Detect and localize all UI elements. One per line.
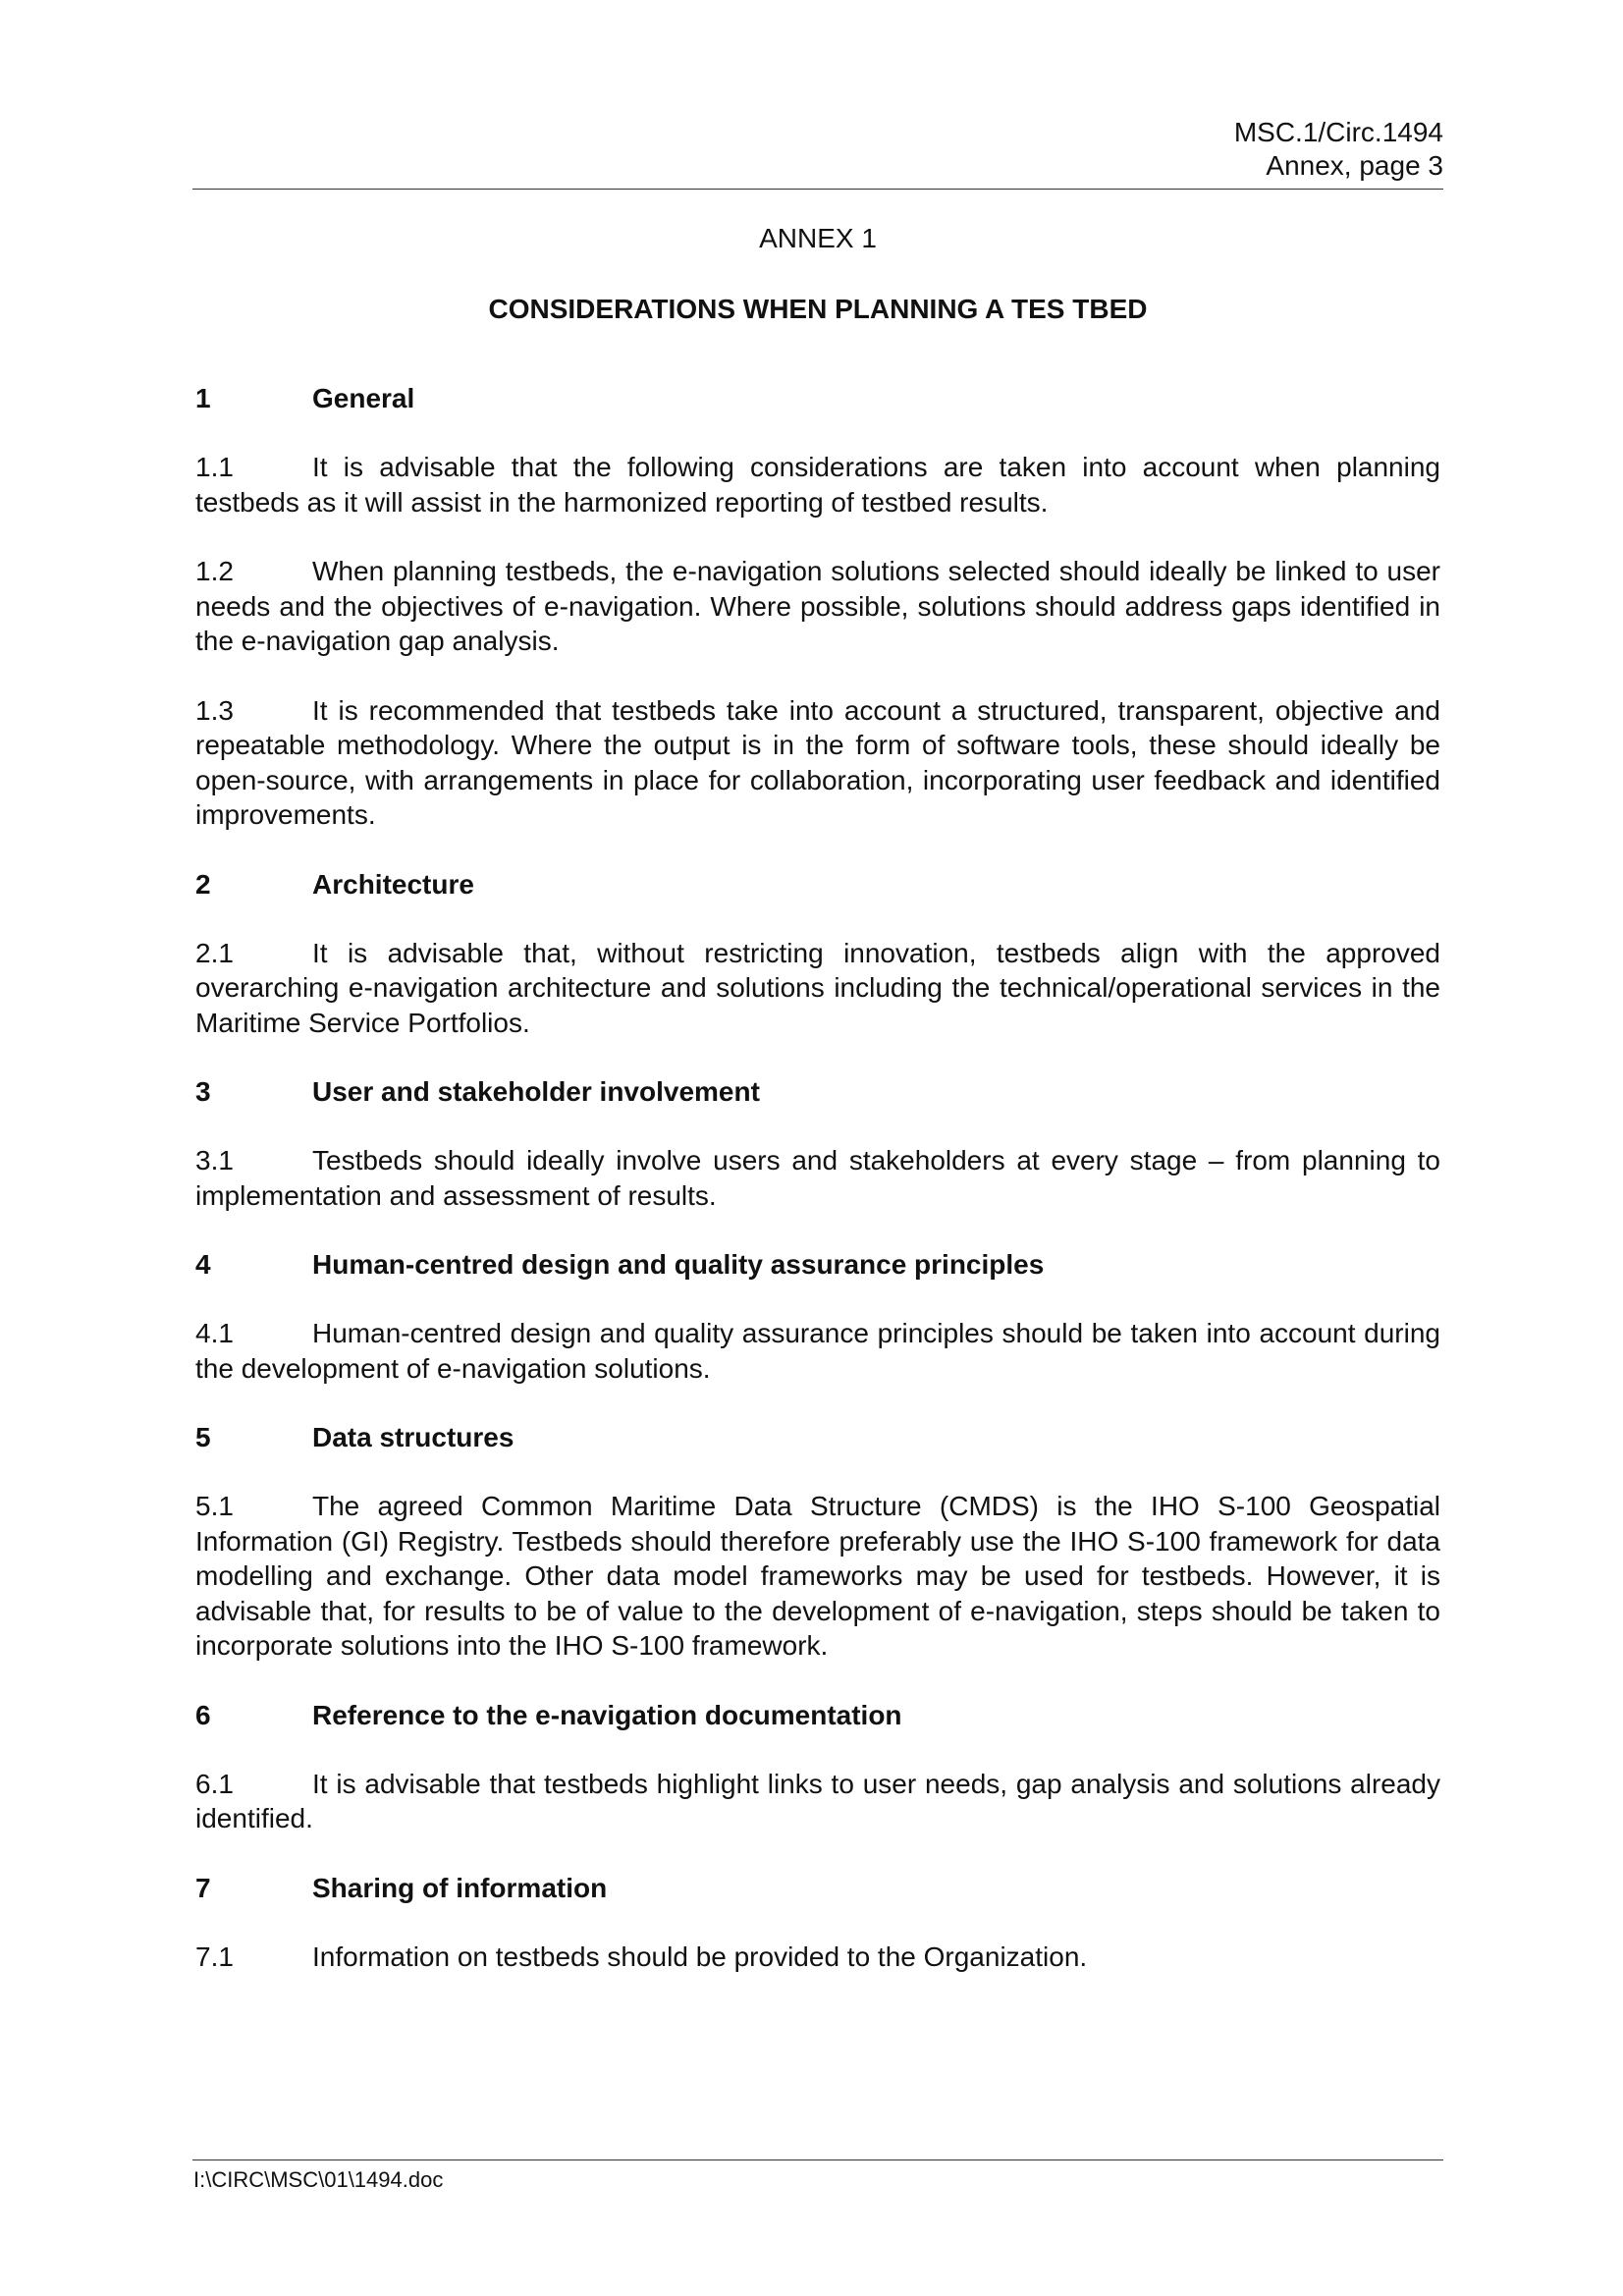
section-human-centred-design	[195, 1247, 1440, 1386]
section-title: Sharing of information	[312, 1872, 608, 1903]
paragraph	[195, 1489, 1440, 1664]
file-path: I:\CIRC\MSC\01\1494.doc	[193, 2167, 444, 2192]
paragraph-number: 7.1	[195, 1941, 234, 1972]
section-data-structures	[195, 1420, 1440, 1664]
paragraph-text: Information on testbeds should be provided to the Organization.	[312, 1941, 1088, 1972]
section-title: Architecture	[312, 868, 474, 900]
section-number: 2	[195, 868, 211, 900]
paragraph-number: 1.3	[195, 694, 234, 726]
paragraph-number: 2.1	[195, 937, 234, 968]
paragraph-number: 1.2	[195, 556, 234, 586]
section-heading	[195, 1247, 1440, 1282]
paragraph-number: 5.1	[195, 1491, 234, 1521]
section-heading	[195, 867, 1440, 902]
section-heading	[195, 1871, 1440, 1905]
paragraph-number: 1.1	[195, 452, 234, 482]
section-general	[195, 381, 1440, 833]
section-architecture	[195, 867, 1440, 1041]
section-documentation-reference	[195, 1698, 1440, 1836]
section-title: User and stakeholder involvement	[312, 1076, 760, 1107]
section-heading	[195, 1420, 1440, 1454]
section-title: Reference to the e-navigation documentation	[312, 1699, 902, 1730]
paragraph	[195, 554, 1440, 659]
section-title: Human-centred design and quality assurance principles	[312, 1249, 1045, 1280]
page-reference: Annex, page 3	[1266, 150, 1443, 181]
section-sharing-information	[195, 1871, 1440, 1975]
section-title: Data structures	[312, 1422, 514, 1452]
section-number: 3	[195, 1076, 211, 1107]
section-title: General	[312, 383, 415, 413]
paragraph-text: It is recommended that testbeds take into account a structured, transparent, objective and repeatable methodology. Where the output is in the form of software tools, these should ideally be open-source, with arrangements in place for collaboration, incorporating user feedback and identified improvements.	[195, 694, 1440, 830]
paragraph-text: It is advisable that the following considerations are taken into account when planning testbeds as it will assist in the harmonized reporting of testbed results.	[195, 452, 1440, 518]
paragraph-number: 4.1	[195, 1318, 234, 1348]
section-user-involvement	[195, 1074, 1440, 1213]
paragraph-text: The agreed Common Maritime Data Structure (CMDS) is the IHO S-100 Geospatial Information (GI) Registry. Testbeds should therefore preferably use the IHO S-100 framework for data modelling and exchange. Other data model frameworks may be used for testbeds. However, it is advisable that, for results to be of value to the development of e-navigation, steps should be taken to incorporate solutions into the IHO S-100 framework.	[195, 1491, 1440, 1661]
section-number: 4	[195, 1249, 211, 1280]
paragraph	[195, 1143, 1440, 1213]
paragraph	[195, 693, 1440, 833]
paragraph-text: Testbeds should ideally involve users and stakeholders at every stage – from planning to implementation and assessment of results.	[195, 1145, 1440, 1211]
section-heading	[195, 1698, 1440, 1732]
paragraph	[195, 1316, 1440, 1386]
paragraph-text: It is advisable that, without restricting innovation, testbeds align with the approved overarching e-navigation architecture and solutions including the technical/operational services in the Maritime Service Portfolios.	[195, 937, 1440, 1038]
section-heading	[195, 1074, 1440, 1109]
page-header	[192, 116, 1443, 183]
document-body	[195, 222, 1440, 1974]
section-number: 1	[195, 383, 211, 413]
paragraph-number: 3.1	[195, 1145, 234, 1175]
document-symbol: MSC.1/Circ.1494	[1233, 117, 1443, 147]
paragraph	[195, 936, 1440, 1041]
footer-divider	[192, 2159, 1443, 2160]
paragraph	[195, 450, 1440, 519]
annex-subtitle: CONSIDERATIONS WHEN PLANNING A TES TBED	[488, 294, 1148, 324]
section-number: 5	[195, 1422, 211, 1452]
section-number: 7	[195, 1872, 211, 1903]
section-number: 6	[195, 1699, 211, 1730]
paragraph-text: When planning testbeds, the e-navigation solutions selected should ideally be linked to user needs and the objectives of e-navigation. Where possible, solutions should address gaps identified in the e-navigation gap analysis.	[195, 556, 1440, 656]
annex-title: ANNEX 1	[759, 223, 877, 253]
section-heading	[195, 381, 1440, 415]
paragraph-text: Human-centred design and quality assurance principles should be taken into account during the development of e-navigation solutions.	[195, 1318, 1440, 1384]
paragraph-number: 6.1	[195, 1768, 234, 1799]
header-divider	[192, 189, 1443, 190]
paragraph-text: It is advisable that testbeds highlight links to user needs, gap analysis and solutions already identified.	[195, 1768, 1440, 1833]
paragraph	[195, 1940, 1440, 1975]
paragraph	[195, 1767, 1440, 1836]
